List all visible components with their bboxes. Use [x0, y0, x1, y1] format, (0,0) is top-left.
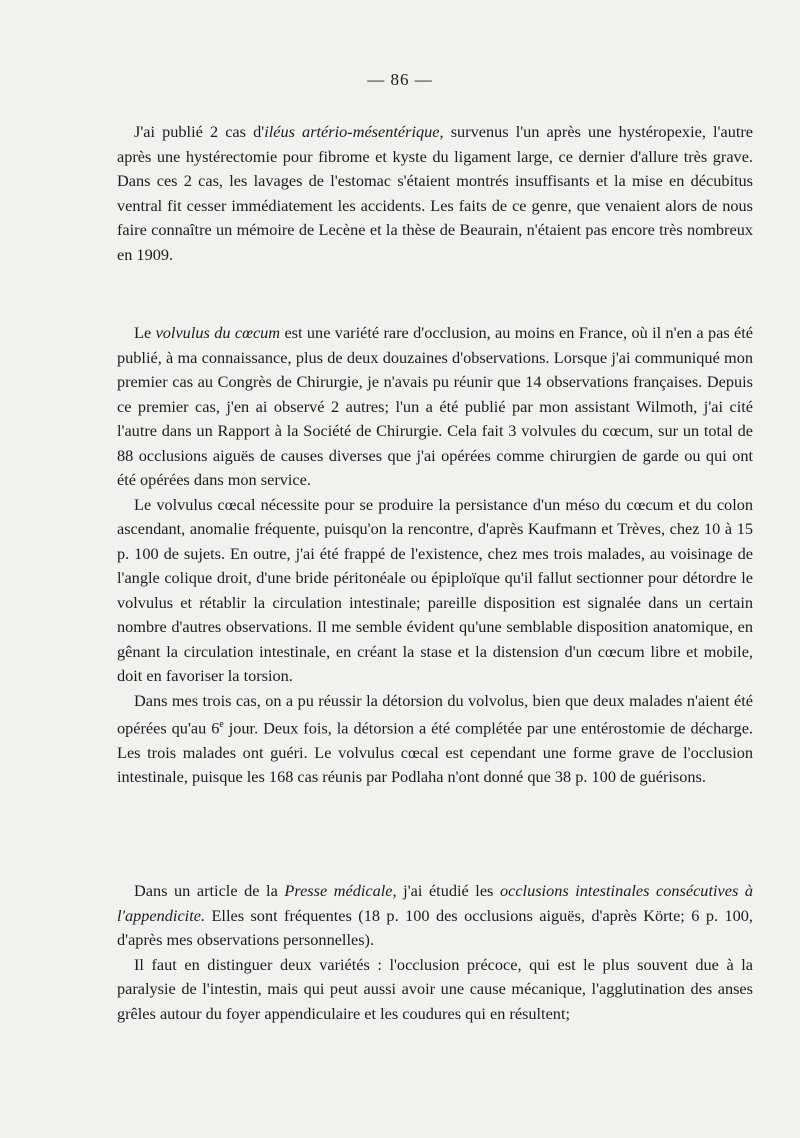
- section-appendicite: [117, 879, 753, 1026]
- italic-term: volvulus du cœcum: [155, 323, 281, 342]
- section-volvulus: [117, 321, 753, 790]
- text-run: Le: [134, 323, 156, 342]
- text-run: jour. Deux fois, la détorsion a été complétée par une entérostomie de décharge. Les trois malades ont guéri. Le volvulus cœcal est cependant une forme grave de l'occlusion intestinale, puisque les 168 cas réunis par Podlaha n'ont donné que 38 p. 100 de guérisons.: [117, 718, 753, 787]
- text-run: J'ai publié 2 cas d': [134, 122, 265, 141]
- paragraph-appendicite-varieties: Il faut en distinguer deux variétés : l'occlusion précoce, qui est le plus souvent due à la paralysie de l'intestin, mais qui peut aussi avoir une cause mécanique, l'agglutination des anses grêles autour du foyer appendiculaire et les coudures qui en résultent;: [117, 954, 753, 1023]
- text-run: Elles sont fréquentes (18 p. 100 des occlusions aiguës, d'après Körte; 6 p. 100, d'après mes observations personnelles).: [117, 905, 753, 949]
- text-run: Dans mes trois cas, on a pu réussir la détorsion du volvolus, bien que deux malades n'aient été opérées qu'au 6: [117, 690, 753, 738]
- text-run: survenus l'un après une hystéropexie, l'autre après une hystérectomie pour fibrome et kyste du ligament large, ce dernier d'allure très grave. Dans ces 2 cas, les lavages de l'estomac s'étaient montrés insuffisants et la mise en décubitus ventral fit cesser immédiatement les accidents. Les faits de ce genre, que venaient alors de nous faire connaître un mémoire de Lecène et la thèse de Beaurain, n'étaient pas encore très nombreux en 1909.: [117, 122, 754, 264]
- superscript: e: [219, 719, 224, 730]
- text-run: Dans un article de la: [134, 881, 285, 900]
- page-number: — 86 —: [367, 70, 433, 89]
- italic-term: occlusions intestinales consécutives à l'appendicite.: [117, 881, 753, 925]
- paragraph-volvulus-anatomy: Le volvulus cœcal nécessite pour se produire la persistance d'un méso du cœcum et du colon ascendant, anomalie fréquente, puisqu'on la rencontre, d'après Kaufmann et Trèves, chez 10 à 15 p. 100 de sujets. En outre, j'ai été frappé de l'existence, chez mes trois malades, au voisinage de l'angle colique droit, d'une bride péritonéale ou épiploïque qu'il fallut sectionner pour détordre le volvulus et rétablir la circulation intestinale; pareille disposition est signalée dans un certain nombre d'autres observations. Il me semble évident qu'une semblable disposition anatomique, en gênant la circulation intestinale, en créant la stase et la distension d'un cœcum libre et mobile, doit en favoriser la torsion.: [117, 494, 753, 685]
- text-run: est une variété rare d'occlusion, au moins en France, où il n'en a pas été publié, à ma connaissance, plus de deux douzaines d'observations. Lorsque j'ai communiqué mon premier cas au Congrès de Chirurgie, je n'avais pu réunir que 14 observations françaises. Depuis ce premier cas, j'en ai observé 2 autres; l'un a été publié par mon assistant Wilmoth, j'ai cité l'autre dans un Rapport à la Société de Chirurgie. Cela fait 3 volvules du cœcum, sur un total de 88 occlusions aiguës de causes diverses que j'ai opérées comme chirurgien de garde ou qui ont été opérées dans mon service.: [117, 323, 754, 489]
- text-run: j'ai étudié les: [396, 881, 500, 900]
- paragraph-ileus: [117, 120, 753, 267]
- section-ileus: [117, 120, 753, 267]
- paragraph-volvulus-cases: [117, 689, 753, 790]
- paragraph-appendicite-article: [117, 879, 753, 953]
- italic-term: iléus artério-mésentérique,: [264, 122, 444, 141]
- paragraph-volvulus-intro: [117, 321, 753, 493]
- italic-journal: Presse médicale,: [284, 881, 397, 900]
